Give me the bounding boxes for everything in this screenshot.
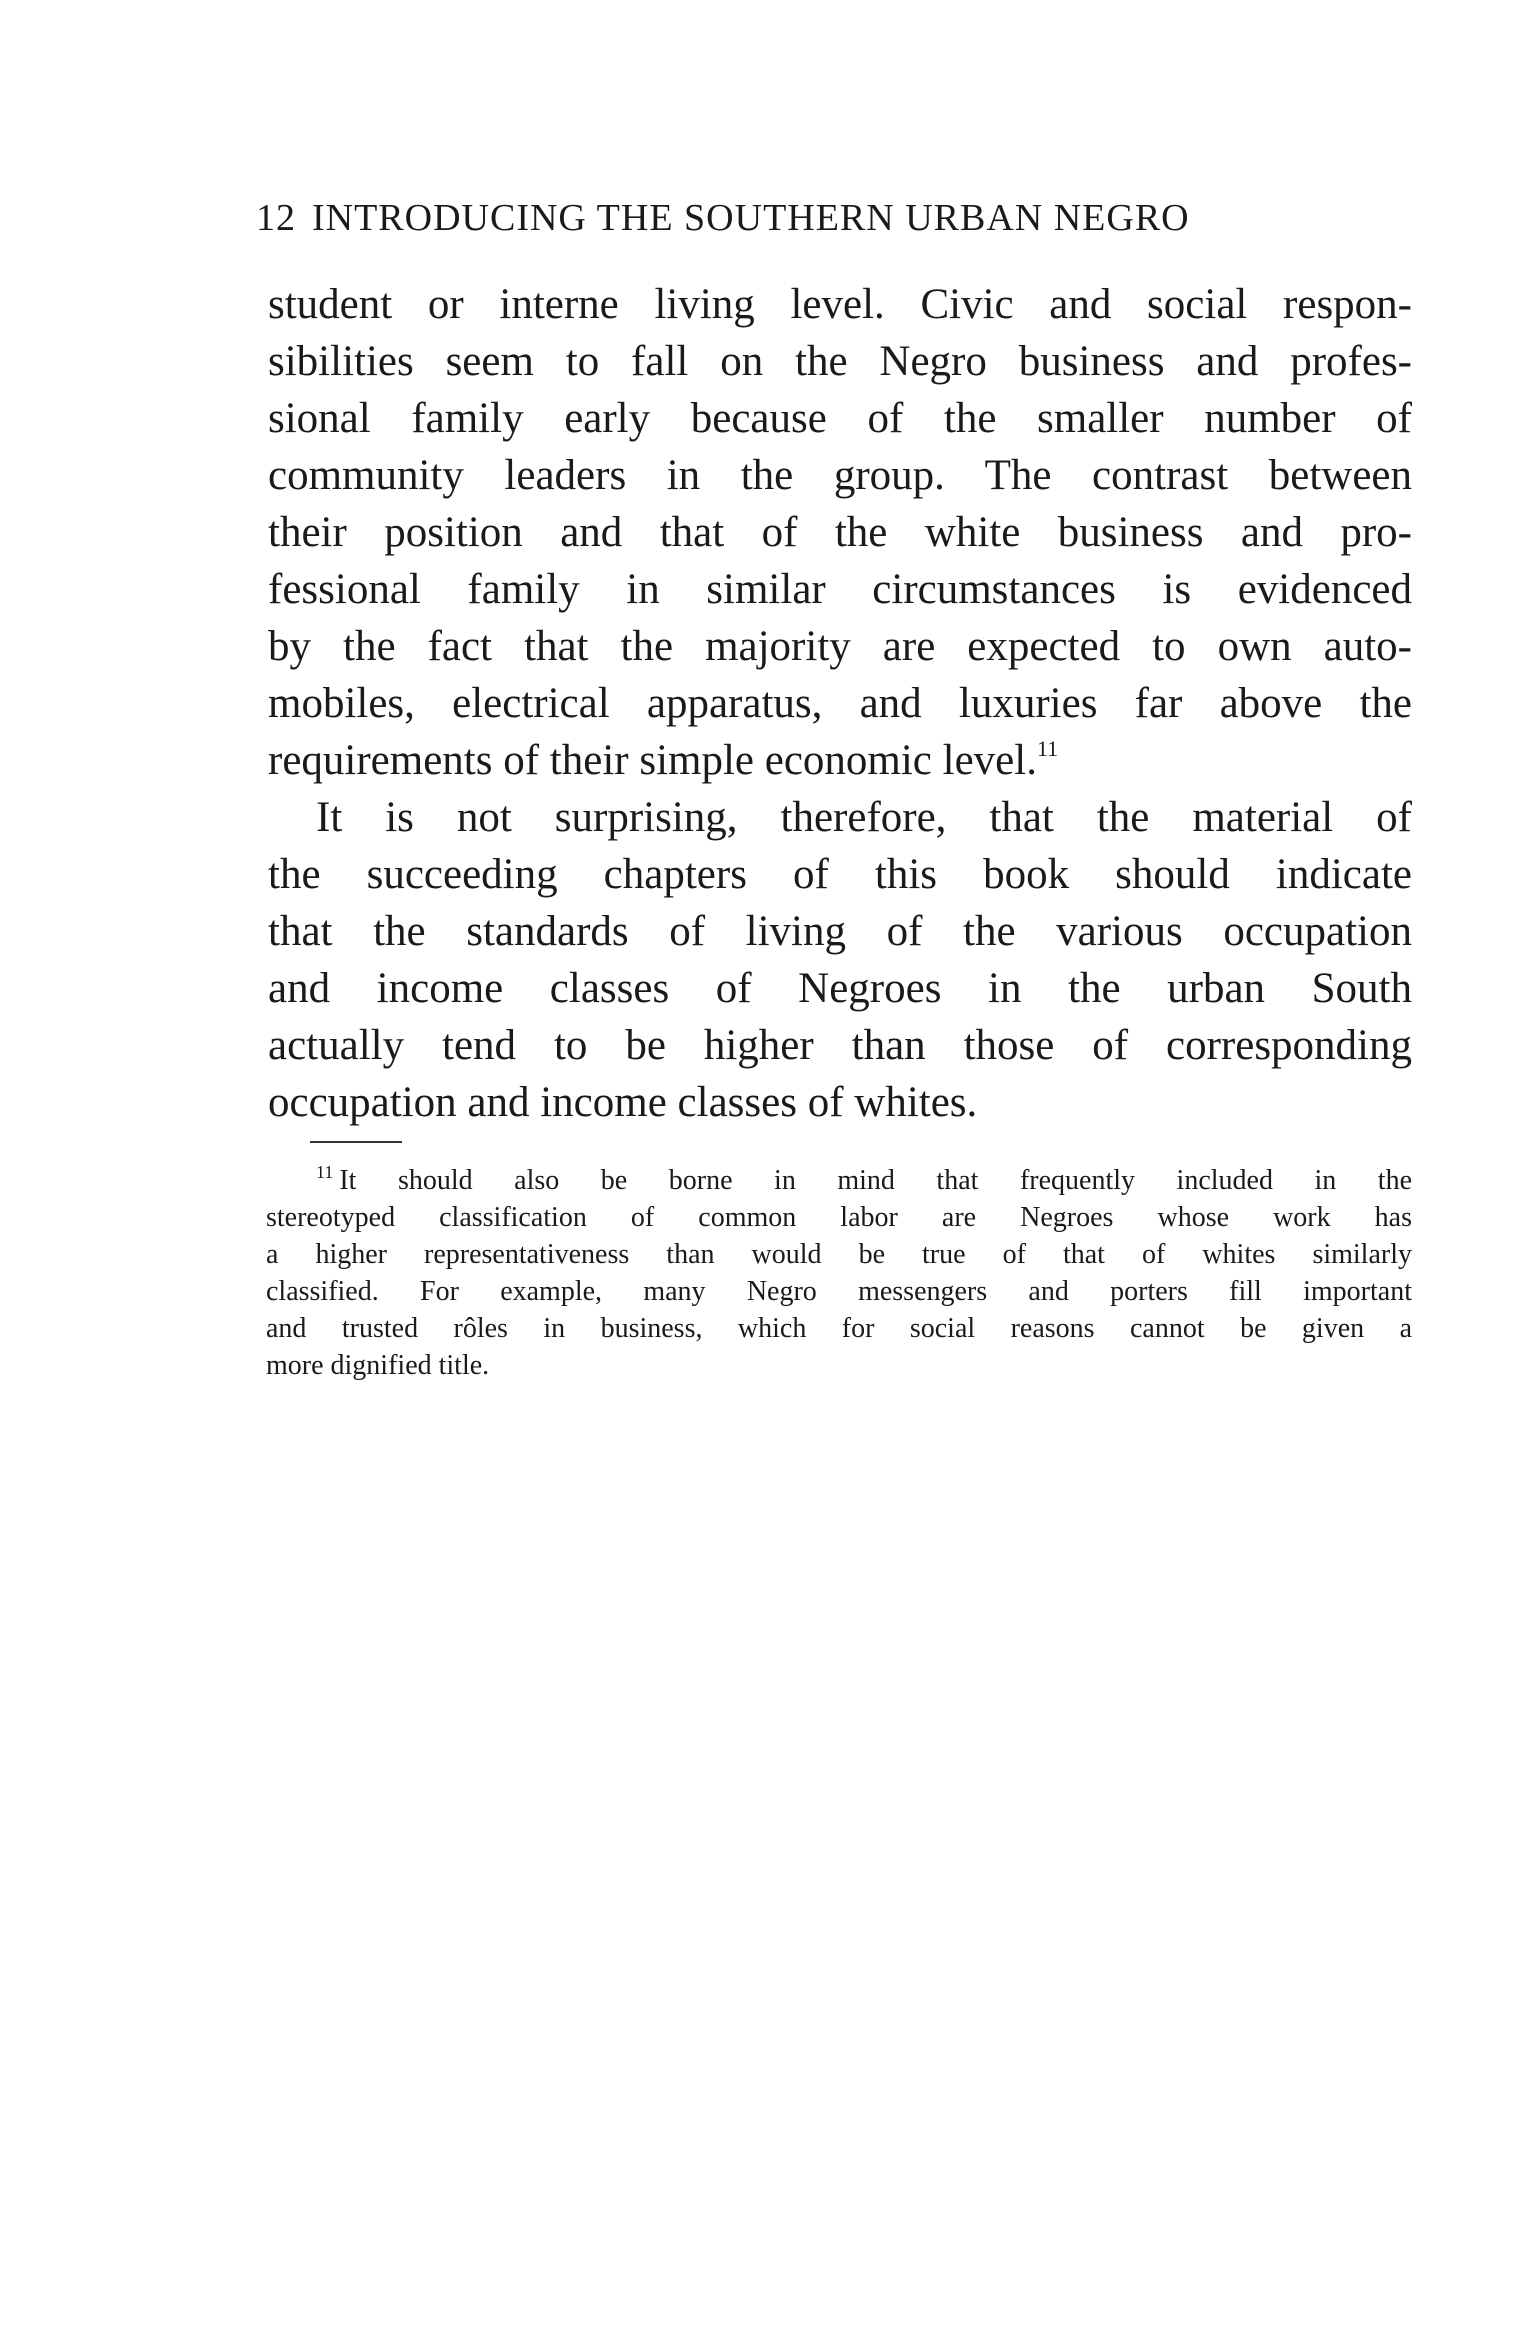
footnote-line: stereotyped classification of common labor are Negroes whose work has [266, 1202, 1412, 1233]
text-line: occupation and income classes of whites. [268, 1079, 978, 1126]
footnote-reference: 11 [1036, 736, 1059, 761]
page-number: 12 [256, 197, 296, 239]
footnote-divider [310, 1141, 402, 1143]
footnote-line: classified. For example, many Negro messengers and porters fill important [266, 1276, 1412, 1307]
text-line: and income classes of Negroes in the urban South [268, 965, 1412, 1012]
text-line: their position and that of the white business and pro- [268, 509, 1412, 556]
footnote-line-content: It should also be borne in mind that frequently included in the [339, 1165, 1412, 1196]
text-line [268, 732, 1412, 789]
text-line: sibilities seem to fall on the Negro business and profes- [268, 338, 1412, 385]
footnote-line [266, 1162, 1412, 1199]
text-line: It is not surprising, therefore, that the material of [316, 794, 1412, 841]
text-line-content: requirements of their simple economic level. [268, 737, 1037, 784]
paragraph [268, 276, 1412, 789]
text-line: mobiles, electrical apparatus, and luxuries far above the [268, 680, 1412, 727]
text-line: the succeeding chapters of this book should indicate [268, 851, 1412, 898]
footnote-line: more dignified title. [266, 1350, 490, 1381]
paragraph [268, 789, 1412, 1131]
text-line: fessional family in similar circumstances is evidenced [268, 566, 1412, 613]
running-title: INTRODUCING THE SOUTHERN URBAN NEGRO [312, 197, 1190, 239]
footnote-line: a higher representativeness than would be true of that of whites similarly [266, 1239, 1412, 1270]
text-line: community leaders in the group. The contrast between [268, 452, 1412, 499]
text-line: actually tend to be higher than those of corresponding [268, 1022, 1412, 1069]
footnote-marker: 11 [316, 1162, 334, 1182]
body-text [268, 276, 1412, 1131]
text-line: student or interne living level. Civic and social respon- [268, 281, 1412, 328]
text-line: sional family early because of the smaller number of [268, 395, 1412, 442]
footnote-line: and trusted rôles in business, which for social reasons cannot be given a [266, 1313, 1412, 1344]
running-head [256, 196, 1356, 240]
text-line: by the fact that the majority are expected to own auto- [268, 623, 1412, 670]
footnote [266, 1162, 1412, 1384]
text-line: that the standards of living of the various occupation [268, 908, 1412, 955]
